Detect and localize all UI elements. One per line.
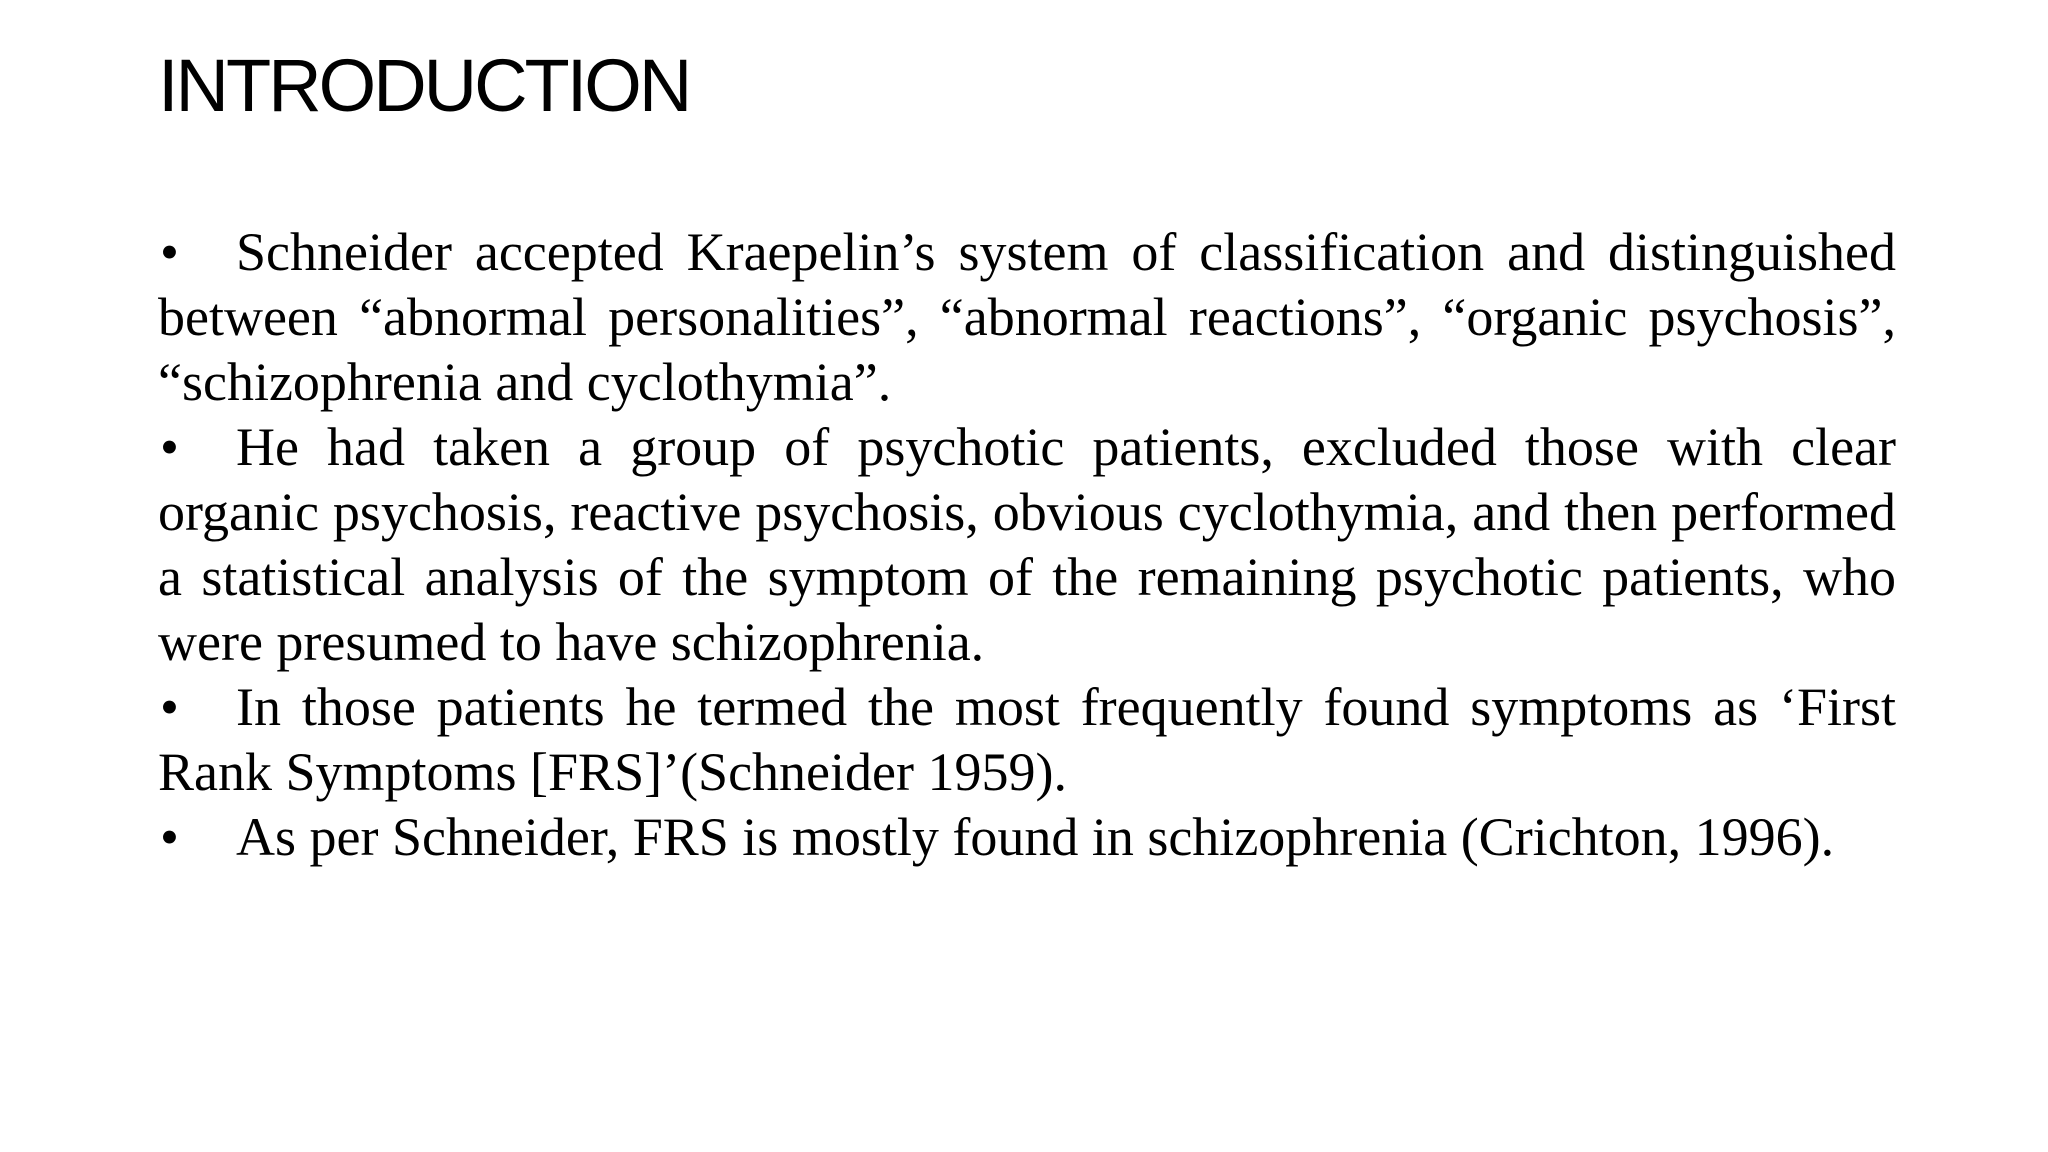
slide-title: INTRODUCTION	[158, 44, 690, 127]
bullet-text: Schneider accepted Kraepelin’s system of classification and distinguished between “abnormal personalities”, “abnormal reactions”, “organic psychosis”, “schizophrenia and cyclothymia”.	[158, 222, 1896, 412]
bullet-item	[158, 415, 1896, 675]
bullet-icon: •	[160, 677, 179, 737]
bullet-icon: •	[160, 222, 179, 282]
bullet-text: As per Schneider, FRS is mostly found in schizophrenia (Crichton, 1996).	[236, 807, 1835, 867]
bullet-item	[158, 220, 1896, 415]
bullet-icon: •	[160, 807, 179, 867]
bullet-text: He had taken a group of psychotic patients, excluded those with clear organic psychosis, reactive psychosis, obvious cyclothymia, and then performed a statistical analysis of the symptom of the remaining psychotic patients, who were presumed to have schizophrenia.	[158, 417, 1896, 672]
bullet-icon: •	[160, 417, 179, 477]
bullet-list	[158, 220, 1896, 870]
bullet-text: In those patients he termed the most frequently found symptoms as ‘First Rank Symptoms [FRS]’(Schneider 1959).	[158, 677, 1896, 802]
bullet-item	[158, 675, 1896, 805]
bullet-item	[158, 805, 1896, 870]
